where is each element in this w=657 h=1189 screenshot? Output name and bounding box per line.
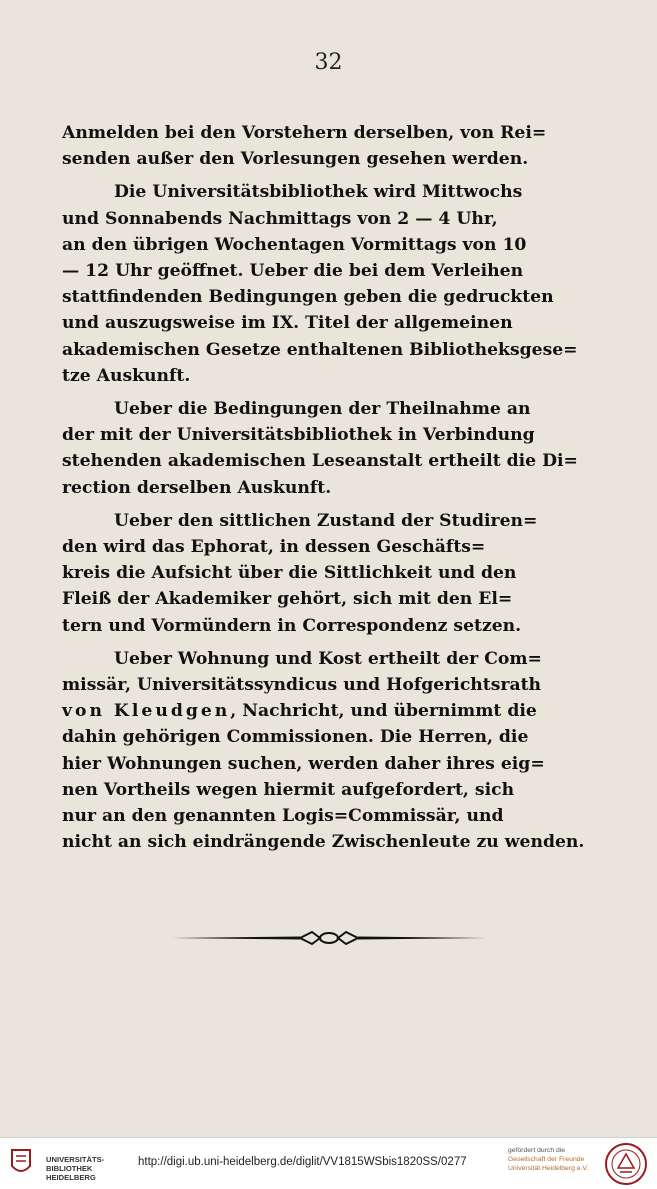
sponsor-label: gefördert durch die xyxy=(508,1147,566,1154)
paragraph-4 xyxy=(62,508,602,639)
text-line: an den übrigen Wochentagen Vormittags von 10 xyxy=(62,234,527,255)
sponsor-name: Gesellschaft der Freunde Universität Heidelberg e.V. xyxy=(508,1156,589,1172)
text-line: senden außer den Vorlesungen gesehen werden. xyxy=(62,149,529,170)
paragraph-5 xyxy=(62,646,602,856)
paragraph-2 xyxy=(62,179,602,389)
library-logo[interactable] xyxy=(10,1146,130,1182)
text-line: — 12 Uhr geöffnet. Ueber die bei dem Verleihen xyxy=(62,261,524,282)
text-line: nen Vortheils wegen hiermit aufgefordert, sich xyxy=(62,779,515,800)
library-seal-icon xyxy=(10,1148,32,1178)
text-line: dahin gehörigen Commissionen. Die Herren, die xyxy=(62,727,529,748)
text-line: Ueber den sittlichen Zustand der Studiren= xyxy=(114,510,538,531)
text-line: Die Universitätsbibliothek wird Mittwochs xyxy=(114,182,523,203)
text-line: Ueber die Bedingungen der Theilnahme an xyxy=(114,399,531,420)
text-line: den wird das Ephorat, in dessen Geschäfts= xyxy=(62,537,486,558)
text-line: und auszugsweise im IX. Titel der allgemeinen xyxy=(62,313,513,334)
text-line: nicht an sich eindrängende Zwischenleute zu wenden. xyxy=(62,832,585,853)
text-line: tern und Vormündern in Correspondenz setzen. xyxy=(62,615,522,636)
paragraph-3 xyxy=(62,396,602,501)
text-line: hier Wohnungen suchen, werden daher ihres eig= xyxy=(62,753,545,774)
text-line: der mit der Universitätsbibliothek in Verbindung xyxy=(62,425,535,446)
text-line: missär, Universitätssyndicus und Hofgerichtsrath xyxy=(62,675,542,696)
ornament-rule xyxy=(170,926,488,950)
sponsor-block[interactable] xyxy=(508,1146,600,1173)
permalink-url[interactable]: http://digi.ub.uni-heidelberg.de/diglit/VV1815WSbis1820SS/0277 xyxy=(138,1156,467,1168)
text-line: , Nachricht, und übernimmt die xyxy=(230,701,537,722)
text-line: Ueber Wohnung und Kost ertheilt der Com= xyxy=(114,648,542,669)
society-seal-icon xyxy=(604,1142,648,1186)
text-line: akademischen Gesetze enthaltenen Bibliotheksgese= xyxy=(62,339,578,360)
text-line: stattfindenden Bedingungen geben die gedruckten xyxy=(62,287,554,308)
paragraph-1 xyxy=(62,120,602,172)
text-line: kreis die Aufsicht über die Sittlichkeit und den xyxy=(62,563,517,584)
page-number: 32 xyxy=(314,50,343,75)
text-line: Anmelden bei den Vorstehern derselben, von Rei= xyxy=(62,123,547,143)
library-logo-text: UNIVERSITÄTS- BIBLIOTHEK HEIDELBERG xyxy=(46,1155,105,1182)
text-line: nur an den genannten Logis=Commissär, und xyxy=(62,806,504,827)
body-text xyxy=(62,120,602,862)
text-line: rection derselben Auskunft. xyxy=(62,477,332,498)
text-line: stehenden akademischen Leseanstalt ertheilt die Di= xyxy=(62,451,578,472)
text-line: tze Auskunft. xyxy=(62,365,191,386)
viewer-footer xyxy=(0,1137,657,1189)
text-line: Fleiß der Akademiker gehört, sich mit den El= xyxy=(62,589,513,610)
text-line: und Sonnabends Nachmittags von 2 — 4 Uhr, xyxy=(62,208,498,229)
spaced-name: von Kleudgen xyxy=(62,701,231,722)
